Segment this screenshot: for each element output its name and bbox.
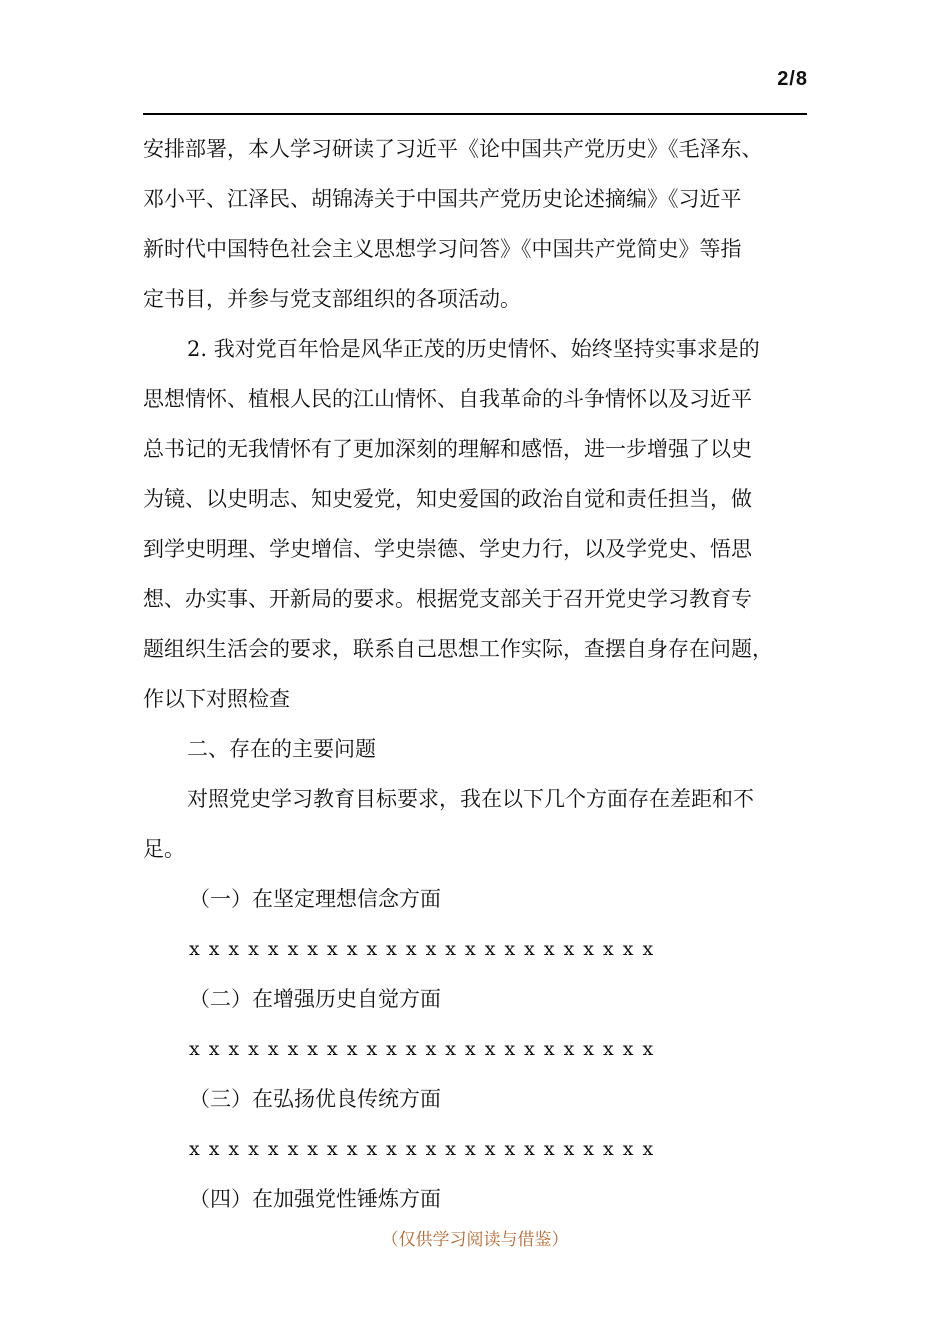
subsection-heading: （一）在坚定理想信念方面: [189, 887, 441, 911]
subsection-heading: （四）在加强党性锤炼方面: [189, 1187, 441, 1211]
paragraph-line: 想、办实事、开新局的要求。根据党支部关于召开党史学习教育专: [143, 587, 752, 611]
paragraph-line: 对照党史学习教育目标要求，我在以下几个方面存在差距和不: [187, 787, 754, 811]
paragraph-line: 定书目，并参与党支部组织的各项活动。: [143, 287, 521, 311]
paragraph-line: 思想情怀、植根人民的江山情怀、自我革命的斗争情怀以及习近平: [143, 387, 752, 411]
placeholder-text: xxxxxxxxxxxxxxxxxxxxxxxx: [189, 1138, 663, 1160]
paragraph-line: 2. 我对党百年恰是风华正茂的历史情怀、始终坚持实事求是的: [187, 337, 760, 361]
subsection-heading: （三）在弘扬优良传统方面: [189, 1087, 441, 1111]
paragraph-line: 足。: [143, 837, 185, 861]
placeholder-text: xxxxxxxxxxxxxxxxxxxxxxxx: [189, 1038, 663, 1060]
page-number: 2/8: [777, 68, 808, 90]
document-body: [143, 124, 823, 1224]
footer-note: （仅供学习阅读与借鉴）: [381, 1230, 569, 1250]
paragraph-line: 总书记的无我情怀有了更加深刻的理解和感悟，进一步增强了以史: [143, 437, 752, 461]
paragraph-line: 安排部署，本人学习研读了习近平《论中国共产党历史》《毛泽东、: [143, 137, 763, 161]
placeholder-text: xxxxxxxxxxxxxxxxxxxxxxxx: [189, 938, 663, 960]
section-heading: 二、存在的主要问题: [187, 737, 376, 761]
paragraph-line: 为镜、以史明志、知史爱党，知史爱国的政治自觉和责任担当，做: [143, 487, 752, 511]
paragraph-line: 到学史明理、学史增信、学史崇德、学史力行，以及学党史、悟思: [143, 537, 752, 561]
paragraph-line: 邓小平、江泽民、胡锦涛关于中国共产党历史论述摘编》《习近平: [143, 187, 742, 211]
paragraph-line: 作以下对照检查: [143, 687, 290, 711]
subsection-heading: （二）在增强历史自觉方面: [189, 987, 441, 1011]
paragraph-line: 题组织生活会的要求，联系自己思想工作实际，查摆自身存在问题，: [143, 637, 773, 661]
header-divider: [143, 113, 807, 115]
paragraph-line: 新时代中国特色社会主义思想学习问答》《中国共产党简史》等指: [143, 237, 742, 261]
